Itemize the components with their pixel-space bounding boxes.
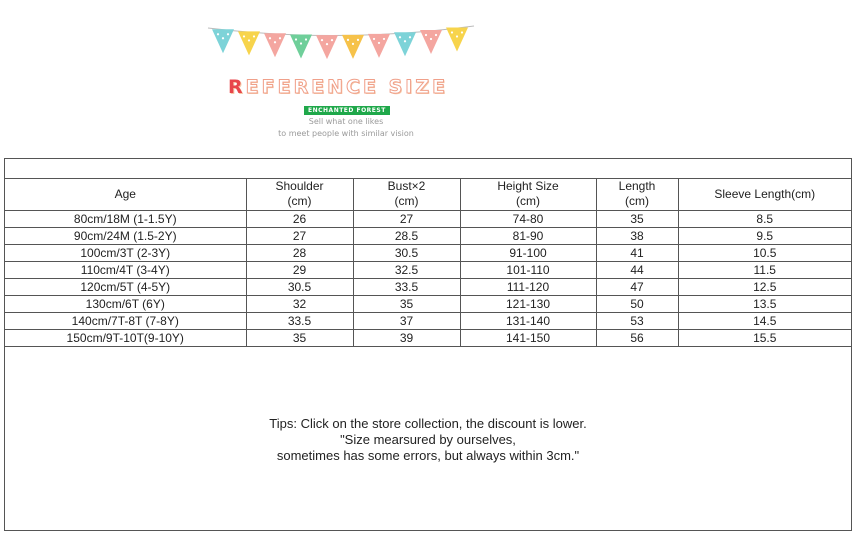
table-cell: 32: [246, 296, 353, 313]
bunting-flags: [206, 22, 476, 72]
table-cell: 91-100: [460, 245, 596, 262]
table-cell: 35: [246, 330, 353, 347]
flag-dot: [399, 36, 401, 38]
column-header: [5, 178, 246, 211]
table-row: [5, 228, 851, 245]
brand-slogan: [256, 116, 436, 140]
column-header-label: Length: [618, 179, 656, 193]
table-cell: 81-90: [460, 228, 596, 245]
size-chart: [4, 158, 852, 531]
table-cell: 30.5: [246, 279, 353, 296]
table-cell: 37: [353, 313, 460, 330]
slogan-line-2: to meet people with similar vision: [278, 129, 414, 138]
table-cell: 141-150: [460, 330, 596, 347]
table-cell: 90cm/24M (1.5-2Y): [5, 228, 246, 245]
flag-dot: [243, 35, 245, 37]
bunting-flag: [368, 34, 390, 58]
flag-dot: [352, 43, 354, 45]
flag-dot: [451, 31, 453, 33]
column-header-unit: (cm): [516, 194, 540, 208]
table-cell: 44: [596, 262, 678, 279]
tips-note: [5, 416, 851, 464]
table-cell: 41: [596, 245, 678, 262]
flag-dot: [461, 31, 463, 33]
bunting-flag: [264, 33, 286, 57]
column-header-label: Shoulder: [275, 179, 324, 193]
column-header-label: Bust×2: [387, 179, 426, 193]
table-cell: 8.5: [678, 211, 851, 228]
table-cell: 111-120: [460, 279, 596, 296]
table-cell: 110cm/4T (3-4Y): [5, 262, 246, 279]
table-cell: 33.5: [353, 279, 460, 296]
brand-title: [228, 76, 448, 98]
table-row: [5, 330, 851, 347]
table-cell: 121-130: [460, 296, 596, 313]
table-cell: 27: [246, 228, 353, 245]
table-cell: 101-110: [460, 262, 596, 279]
bunting-flag: [316, 35, 338, 59]
table-row: [5, 245, 851, 262]
table-row: [5, 211, 851, 228]
table-body: [5, 211, 851, 347]
flag-dot: [430, 38, 432, 40]
flag-dot: [378, 42, 380, 44]
flag-dot: [279, 37, 281, 39]
table-cell: 80cm/18M (1-1.5Y): [5, 211, 246, 228]
flag-dot: [404, 40, 406, 42]
flag-dot: [373, 38, 375, 40]
table-cell: 38: [596, 228, 678, 245]
bunting-flag: [212, 29, 234, 53]
tips-line-3: sometimes has some errors, but always within 3cm.": [276, 448, 580, 463]
slogan-line-1: Sell what one likes: [308, 117, 384, 126]
table-cell: 32.5: [353, 262, 460, 279]
column-header: [596, 178, 678, 211]
flag-dot: [409, 36, 411, 38]
table-cell: 14.5: [678, 313, 851, 330]
table-cell: 13.5: [678, 296, 851, 313]
bunting-flag: [446, 27, 468, 51]
tips-line-2: "Size mearsured by ourselves,: [340, 432, 516, 447]
flag-dot: [227, 33, 229, 35]
column-header: [678, 178, 851, 211]
table-header-row: [5, 178, 851, 211]
flag-dot: [331, 39, 333, 41]
table-cell: 130cm/6T (6Y): [5, 296, 246, 313]
table-cell: 35: [596, 211, 678, 228]
table-cell: 27: [353, 211, 460, 228]
table-cell: 50: [596, 296, 678, 313]
flag-dot: [347, 39, 349, 41]
flag-dot: [295, 38, 297, 40]
table-row: [5, 279, 851, 296]
table-cell: 35: [353, 296, 460, 313]
table-cell: 140cm/7T-8T (7-8Y): [5, 313, 246, 330]
table-cell: 26: [246, 211, 353, 228]
table-cell: 29: [246, 262, 353, 279]
brand-title-rest: EFERENCE SIZE: [245, 76, 449, 98]
bunting-flag: [238, 31, 260, 55]
bunting-flag: [394, 32, 416, 56]
table-cell: 74-80: [460, 211, 596, 228]
column-header-unit: (cm): [394, 194, 419, 208]
table-cell: 150cm/9T-10T(9-10Y): [5, 330, 246, 347]
table-cell: 15.5: [678, 330, 851, 347]
flag-dot: [425, 34, 427, 36]
table-row: [5, 296, 851, 313]
table-cell: 53: [596, 313, 678, 330]
flag-dot: [222, 37, 224, 39]
column-header-label: Sleeve Length(cm): [714, 186, 816, 201]
bunting-flag: [290, 35, 312, 59]
table-cell: 47: [596, 279, 678, 296]
column-header-label: Age: [114, 186, 136, 201]
table-cell: 39: [353, 330, 460, 347]
brand-banner: [0, 0, 857, 158]
table-cell: 12.5: [678, 279, 851, 296]
table-cell: 100cm/3T (2-3Y): [5, 245, 246, 262]
flag-dot: [456, 35, 458, 37]
tips-line-1: Tips: Click on the store collection, the discount is lower.: [269, 416, 587, 431]
table-cell: 33.5: [246, 313, 353, 330]
bunting-flag: [420, 30, 442, 54]
table-row: [5, 262, 851, 279]
brand-badge: ENCHANTED FOREST: [304, 106, 390, 115]
table-cell: 56: [596, 330, 678, 347]
column-header-label: Height Size: [497, 179, 559, 193]
flag-dot: [383, 38, 385, 40]
flag-dot: [305, 38, 307, 40]
table-cell: 11.5: [678, 262, 851, 279]
column-header-unit: (cm): [287, 194, 312, 208]
flag-dot: [253, 35, 255, 37]
column-header-unit: (cm): [625, 194, 649, 208]
table-cell: 120cm/5T (4-5Y): [5, 279, 246, 296]
table-cell: 30.5: [353, 245, 460, 262]
bunting-flag: [342, 35, 364, 59]
flag-dot: [248, 39, 250, 41]
flag-dot: [321, 39, 323, 41]
size-table: [5, 178, 851, 347]
table-cell: 131-140: [460, 313, 596, 330]
table-row: [5, 313, 851, 330]
column-header: [246, 178, 353, 211]
table-cell: 10.5: [678, 245, 851, 262]
flag-dot: [300, 42, 302, 44]
flag-dot: [357, 39, 359, 41]
flag-dot: [274, 41, 276, 43]
table-cell: 28: [246, 245, 353, 262]
flag-dot: [435, 34, 437, 36]
brand-title-first-letter: R: [228, 76, 246, 98]
column-header: [353, 178, 460, 211]
flag-dot: [269, 37, 271, 39]
column-header: [460, 178, 596, 211]
flag-dot: [326, 43, 328, 45]
chart-top-strip: [5, 159, 851, 179]
table-cell: 9.5: [678, 228, 851, 245]
flag-dot: [217, 33, 219, 35]
table-cell: 28.5: [353, 228, 460, 245]
